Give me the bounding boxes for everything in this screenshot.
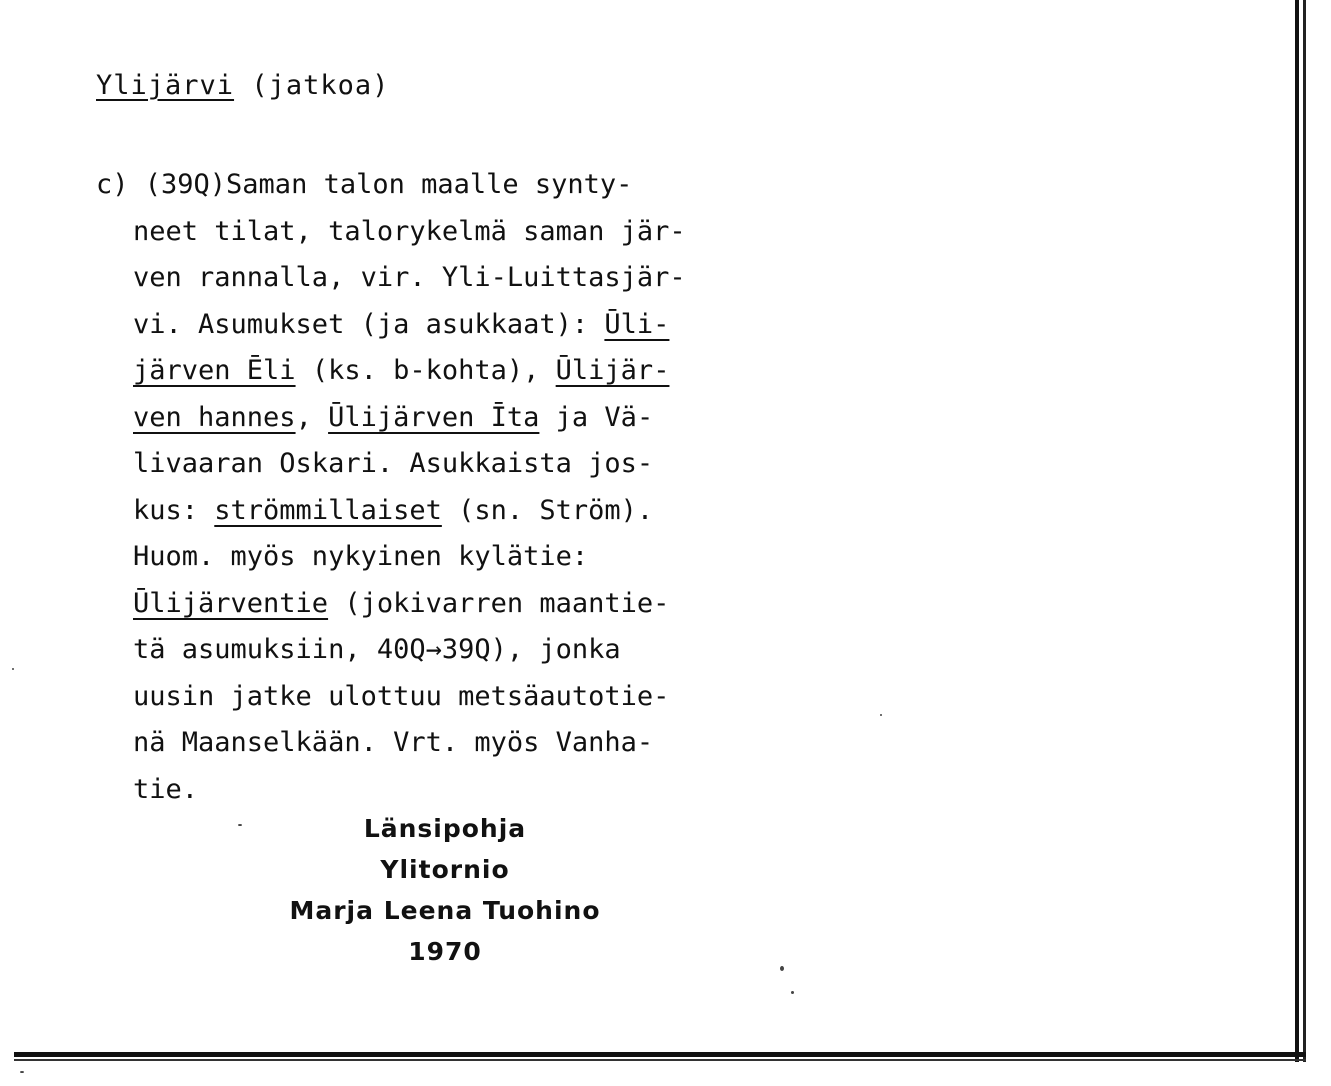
entry-line: c) (39Q)Saman talon maalle synty- [96, 169, 633, 200]
scan-speck [880, 714, 882, 716]
entry-text [96, 162, 686, 813]
entry-line [96, 395, 686, 442]
entry-line-text: (sn. Ström). [441, 494, 654, 526]
scan-speck [12, 668, 14, 670]
entry-line: ven rannalla, vir. Yli-Luittasjär- [133, 262, 686, 293]
place-name: Ūli- [604, 308, 670, 340]
card-bottom-edge-inner [14, 1059, 1306, 1061]
entry-line [96, 488, 686, 535]
stamp-region: Länsipohja [363, 814, 527, 843]
place-name: järven Ēli [133, 355, 296, 386]
entry-line: uusin jatke ulottuu metsäautotie- [133, 680, 670, 712]
stamp-year: 1970 [408, 937, 482, 966]
scan-speck [780, 966, 784, 971]
place-name: Ūlijärven Īta [328, 401, 540, 433]
card-right-edge-inner [1303, 0, 1306, 1062]
heading-place-name: Ylijärvi [96, 70, 235, 101]
entry-line: tä asumuksiin, 40Q→39Q), jonka [133, 634, 621, 665]
entry-line [96, 581, 686, 628]
collector-stamp [240, 808, 650, 972]
scan-speck [20, 1071, 24, 1073]
entry-line-text: ja Vä- [539, 401, 654, 433]
entry-line-text: kus: [133, 494, 215, 526]
place-name: Ūlijär- [555, 355, 670, 386]
scan-speck [238, 824, 242, 826]
entry-line-text: vi. Asumukset (ja asukkaat): [133, 308, 605, 340]
entry-line: livaaran Oskari. Asukkaista jos- [133, 448, 654, 479]
heading-suffix: (jatkoa) [251, 70, 390, 101]
entry-line: Huom. myös nykyinen kylätie: [133, 541, 589, 572]
entry-line [96, 302, 686, 349]
scan-speck [791, 991, 794, 994]
place-name: Ūlijärventie [133, 587, 329, 619]
entry-line [96, 348, 686, 395]
stamp-collector: Marja Leena Tuohino [289, 896, 601, 925]
entry-line-text: (ks. b-kohta), [295, 355, 556, 386]
entry-line: neet tilat, talorykelmä saman jär- [133, 215, 686, 247]
card-right-edge [1295, 0, 1299, 1062]
entry-line-text: (jokivarren maantie- [328, 587, 670, 619]
card-heading [96, 70, 389, 101]
entry-line-text: , [295, 401, 329, 433]
stamp-parish: Ylitornio [380, 855, 510, 884]
card-bottom-edge [14, 1052, 1306, 1057]
place-name: strömmillaiset [214, 494, 442, 526]
entry-line: tie. [133, 773, 199, 805]
place-name: ven hannes [133, 401, 296, 433]
entry-line: nä Maanselkään. Vrt. myös Vanha- [133, 727, 654, 758]
